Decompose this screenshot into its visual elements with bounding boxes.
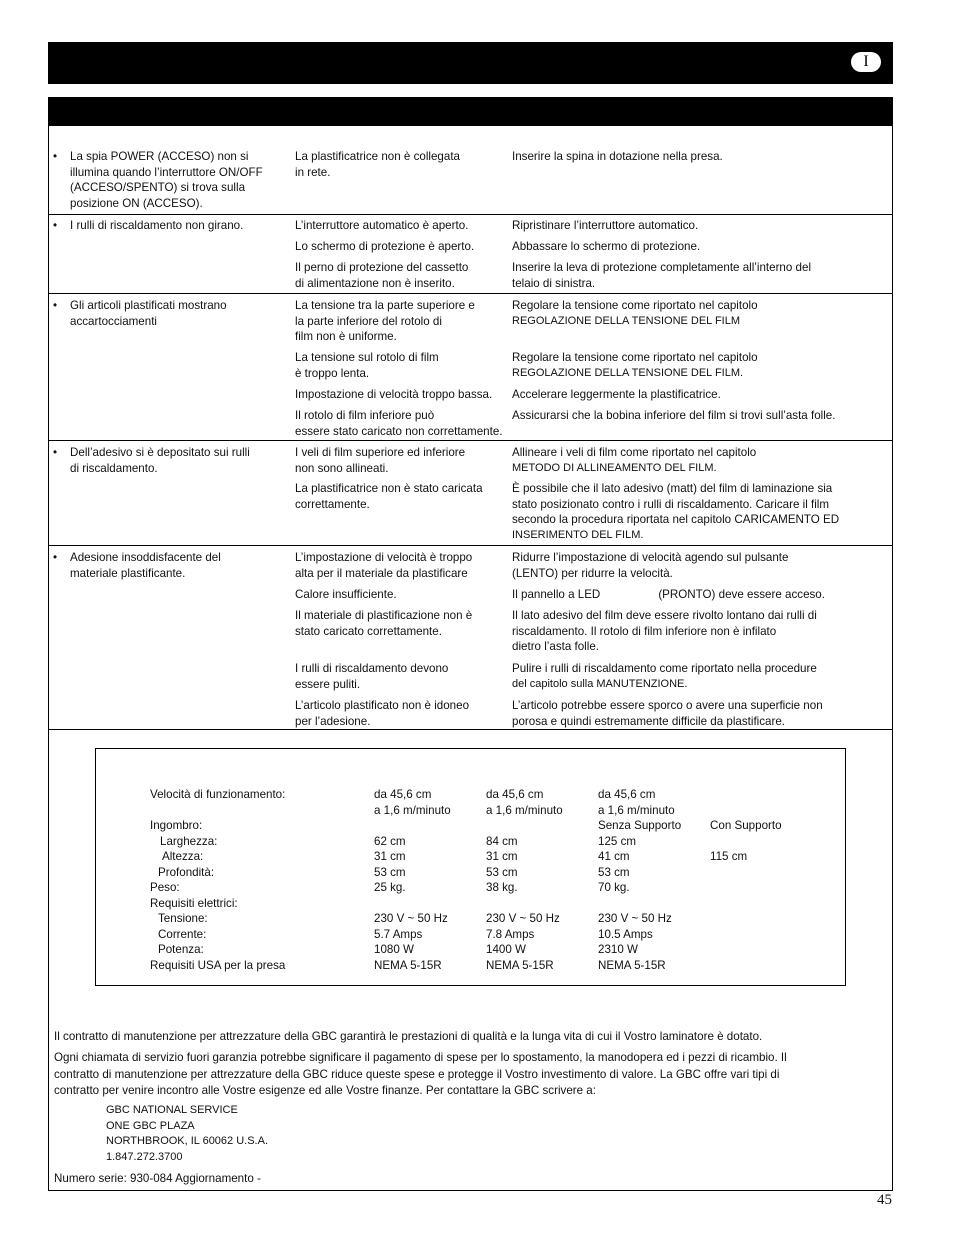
problem-text: • Gli articoli plastificati mostrano accartocciamenti — [70, 298, 227, 329]
problem-text: • La spia POWER (ACCESO) non si illumina quando l’interruttore ON/OFF (ACCESO/SPENTO) si trova sulla posizione ON (ACCESO). — [70, 149, 263, 211]
spec-column-3: da 45,6 cm a 1,6 m/minuto Senza Supporto 125 cm 41 cm 53 cm 70 kg. 230 V ~ 50 Hz 10.5 Amps 2310 W NEMA 5-15R — [598, 788, 682, 972]
cause-text: Impostazione di velocità troppo bassa. — [295, 388, 493, 401]
trouble-row-1 — [49, 126, 892, 215]
spec-column-4: Con Supporto 115 cm — [710, 819, 782, 863]
header-bar — [48, 42, 893, 84]
serial-number: Numero serie: 930-084 Aggiornamento - — [54, 1172, 261, 1185]
cause-text: La plastificatrice non è collegata in rete. — [295, 150, 460, 179]
solution-text: Assicurarsi che la bobina inferiore del film si trovi sull’asta folle. — [512, 409, 836, 422]
cause-text: L’interruttore automatico è aperto. — [295, 219, 469, 232]
solution-text: È possibile che il lato adesivo (matt) del film di laminazione sia stato posizionato contro i rulli di riscaldamento. Caricare il film secondo la procedura riportata nel capitolo CARICAMENTO ED INSERIMENTO DEL FILM. — [512, 482, 840, 541]
cause-text: La tensione tra la parte superiore e la parte inferiore del rotolo di film non è uniforme. — [295, 299, 475, 343]
solution-text: Pulire i rulli di riscaldamento come riportato nella procedure del capitolo sulla MANUTENZIONE. — [512, 662, 817, 690]
section-header-bar — [49, 98, 892, 126]
cause-text: I veli di film superiore ed inferiore non sono allineati. — [295, 446, 466, 475]
spec-column-2: da 45,6 cm a 1,6 m/minuto 84 cm 31 cm 53 cm 38 kg. 230 V ~ 50 Hz 7.8 Amps 1400 W NEMA 5-15R — [486, 788, 563, 972]
solution-text: Regolare la tensione come riportato nel capitolo REGOLAZIONE DELLA TENSIONE DEL FILM — [512, 299, 758, 327]
service-address: GBC NATIONAL SERVICE ONE GBC PLAZA NORTHBROOK, IL 60062 U.S.A. 1.847.272.3700 — [106, 1104, 269, 1163]
trouble-row-4 — [49, 441, 892, 546]
cause-text: Calore insufficiente. — [295, 588, 397, 601]
solution-text: Regolare la tensione come riportato nel capitolo REGOLAZIONE DELLA TENSIONE DEL FILM. — [512, 351, 758, 379]
solution-text: L’articolo potrebbe essere sporco o avere una superficie non porosa e quindi estremamente difficile da plastificare. — [512, 699, 823, 728]
problem-text: • I rulli di riscaldamento non girano. — [70, 218, 243, 234]
trouble-row-3 — [49, 294, 892, 441]
page-number: 45 — [877, 1192, 892, 1208]
cause-text: L’articolo plastificato non è idoneo per l’adesione. — [295, 699, 470, 728]
spec-column-1: da 45,6 cm a 1,6 m/minuto 62 cm 31 cm 53 cm 25 kg. 230 V ~ 50 Hz 5.7 Amps 1080 W NEMA 5-15R — [374, 788, 451, 972]
content-frame — [48, 97, 893, 1191]
problem-text: • Dell’adesivo si è depositato sui rulli di riscaldamento. — [70, 445, 250, 476]
solution-text: Inserire la leva di protezione completamente all’interno del telaio di sinistra. — [512, 261, 812, 290]
problem-text: • Adesione insoddisfacente del materiale plastificante. — [70, 550, 221, 581]
trouble-row-5 — [49, 546, 892, 730]
solution-text: Ripristinare l’interruttore automatico. — [512, 219, 699, 232]
service-paragraph-1: Il contratto di manutenzione per attrezzature della GBC garantirà le prestazioni di qualità e la lunga vita di cui il Vostro laminatore è dotato. — [54, 1030, 763, 1043]
solution-text: Ridurre l’impostazione di velocità agendo sul pulsante (LENTO) per ridurre la velocità. — [512, 551, 789, 580]
solution-text: Il lato adesivo del film deve essere rivolto lontano dai rulli di riscaldamento. Il rotolo di film inferiore non è infilato dietro l’asta folle. — [512, 609, 817, 653]
trouble-row-2 — [49, 215, 892, 294]
solution-text: Abbassare lo schermo di protezione. — [512, 240, 701, 253]
specifications-box — [95, 748, 846, 986]
solution-text: Il pannello a LED (PRONTO) deve essere acceso. — [512, 588, 825, 601]
solution-text: Accelerare leggermente la plastificatrice. — [512, 388, 721, 401]
cause-text: I rulli di riscaldamento devono essere puliti. — [295, 662, 449, 691]
cause-text: Il perno di protezione del cassetto di alimentazione non è inserito. — [295, 261, 469, 290]
service-paragraph-2: Ogni chiamata di servizio fuori garanzia potrebbe significare il pagamento di spese per lo spostamento, la manodopera ed i pezzi di ricambio. Il contratto di manutenzione per attrezzature della GBC riduce queste spese e protegge il Vostro investimento di valore. La GBC offre vari tipi di contratto per venire incontro alle Vostre esigenze ed alle Vostre finanze. Per contattare la GBC scrivere a: — [54, 1051, 787, 1097]
cause-text: La tensione sul rotolo di film è troppo lenta. — [295, 351, 439, 380]
language-badge: I — [851, 52, 881, 72]
cause-text: Lo schermo di protezione è aperto. — [295, 240, 475, 253]
cause-text: L’impostazione di velocità è troppo alta per il materiale da plastificare — [295, 551, 473, 580]
solution-text: Inserire la spina in dotazione nella presa. — [512, 150, 723, 163]
cause-text: La plastificatrice non è stato caricata correttamente. — [295, 482, 483, 511]
spec-labels: Velocità di funzionamento: Ingombro: Larghezza: Altezza: Profondità: Peso: Requisiti elettrici: Tensione: Corrente: Potenza: Requisiti USA per la presa — [150, 788, 286, 972]
solution-text: Allineare i veli di film come riportato nel capitolo METODO DI ALLINEAMENTO DEL FILM. — [512, 446, 757, 474]
cause-text: Il materiale di plastificazione non è stato caricato correttamente. — [295, 609, 473, 638]
cause-text: Il rotolo di film inferiore può essere stato caricato non correttamente. — [295, 409, 503, 438]
